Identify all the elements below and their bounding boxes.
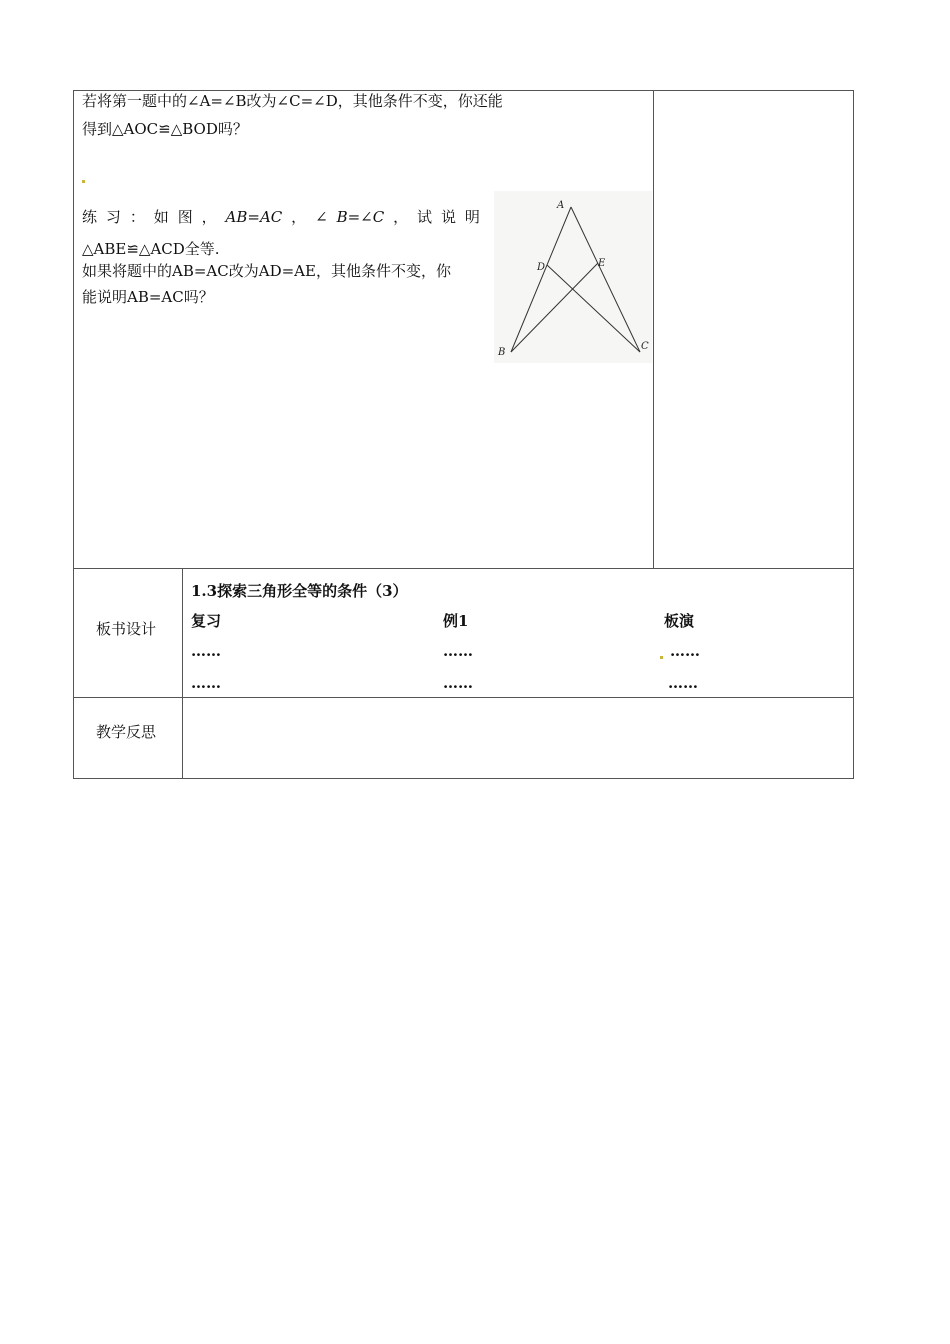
segment-BE: [511, 263, 598, 352]
label-D: D: [537, 262, 546, 273]
exercise-line-1: [82, 208, 480, 226]
column-heading-review: 复习: [191, 612, 222, 630]
table-border-right: [853, 90, 854, 779]
exercise-word: 习: [105, 208, 121, 226]
board-design-label: 板书设计: [96, 620, 157, 638]
column-item: ……: [670, 642, 700, 660]
exercise-word: 如: [153, 208, 169, 226]
table-border-left: [73, 90, 74, 779]
label-B: B: [498, 347, 506, 358]
label-A: A: [557, 200, 565, 211]
column-item: ……: [668, 674, 698, 692]
exercise-line-3: 如果将题中的AB=AC改为AD=AE，其他条件不变，你: [82, 262, 451, 280]
column-item: ……: [191, 642, 221, 660]
triangle-figure: [494, 191, 654, 365]
reflection-label: 教学反思: [96, 723, 157, 741]
exercise-word: 练: [82, 208, 98, 226]
exercise-word: 说: [440, 208, 456, 226]
column-heading-example: 例1: [443, 612, 469, 630]
exercise-line-2: △ABE≌△ACD全等.: [82, 240, 220, 258]
exercise-math: B=∠C: [336, 208, 385, 226]
column-heading-demo: 板演: [664, 612, 695, 630]
board-design-title: 1.3探索三角形全等的条件（3）: [191, 582, 408, 600]
exercise-word: ：: [129, 208, 145, 226]
column-item: ……: [443, 642, 473, 660]
label-C: C: [641, 341, 649, 352]
column-item: ……: [443, 674, 473, 692]
table-border-top: [73, 90, 854, 91]
segment-CD: [547, 265, 640, 352]
table-border-bottom: [73, 778, 854, 779]
exercise-word: 图: [177, 208, 193, 226]
exercise-word: ，: [291, 208, 307, 226]
label-E: E: [598, 258, 606, 269]
exercise-word: ，: [201, 208, 217, 226]
row-divider-2: [73, 697, 854, 698]
question-line-1: 若将第一题中的∠A=∠B改为∠C=∠D，其他条件不变，你还能: [82, 92, 503, 110]
question-line-2: 得到△AOC≌△BOD吗？: [82, 120, 248, 138]
exercise-word: ∠: [315, 208, 328, 226]
exercise-line-4: 能说明AB=AC吗？: [82, 288, 214, 306]
marker-dot: [660, 656, 663, 659]
marker-dot: [82, 180, 85, 183]
column-divider-label: [182, 568, 183, 779]
exercise-word: 明: [464, 208, 480, 226]
exercise-math: AB=AC: [225, 208, 283, 226]
column-item: ……: [191, 674, 221, 692]
row-divider-1: [73, 568, 854, 569]
exercise-word: 试: [417, 208, 433, 226]
exercise-word: ，: [393, 208, 409, 226]
